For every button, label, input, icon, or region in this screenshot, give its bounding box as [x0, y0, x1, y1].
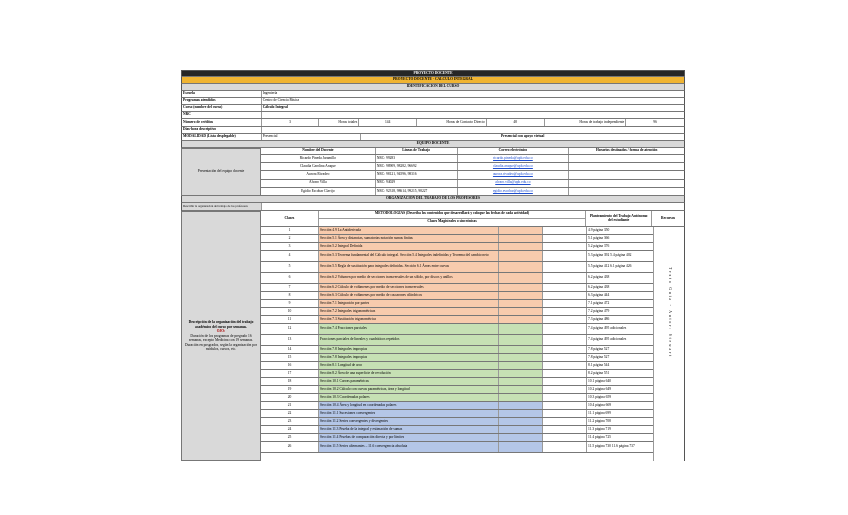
- class-topic[interactable]: Sección 5.2 Integral Definida: [319, 243, 499, 250]
- class-row: [261, 418, 653, 426]
- class-extra[interactable]: [499, 362, 543, 369]
- class-date[interactable]: [543, 410, 587, 417]
- team-member-lines: NRC: 94029: [376, 180, 458, 187]
- classes-header: Clases: [261, 211, 319, 226]
- class-date[interactable]: [543, 235, 587, 242]
- class-autonomous-work[interactable]: 11.5 página 730 11.6 página 737: [588, 444, 635, 449]
- identification-row: [181, 112, 685, 119]
- class-row: [261, 386, 653, 394]
- modality-label: MODALIDAD (Lista desplegable): [182, 134, 262, 140]
- spreadsheet: [181, 70, 685, 461]
- identification-value[interactable]: Centro de Ciencia Básica: [262, 98, 300, 103]
- team-member-row: [261, 155, 685, 163]
- team-member-row: [261, 171, 685, 179]
- class-topic[interactable]: Sección 7.4 Fracciones parciales: [319, 324, 499, 334]
- team-side-label: Presentación del equipo docente: [181, 148, 261, 196]
- class-number: 23: [261, 418, 319, 425]
- modality-row: [181, 134, 685, 141]
- class-row: [261, 378, 653, 386]
- class-extra[interactable]: [499, 251, 543, 261]
- class-extra[interactable]: [499, 370, 543, 377]
- class-autonomous-work[interactable]: 8.1 página 544: [588, 362, 610, 367]
- class-number: 17: [261, 370, 319, 377]
- class-autonomous-work[interactable]: 7.8 página 527: [588, 354, 610, 359]
- team-member-lines: NRC: 99283: [376, 155, 458, 162]
- team-member-email[interactable]: claudia.araque@upb.edu.co: [458, 163, 570, 170]
- class-extra[interactable]: [499, 335, 543, 345]
- team-header-schedule: Horarios destinados / forma de atención: [595, 148, 658, 153]
- class-extra[interactable]: [499, 308, 543, 315]
- identification-row: [181, 91, 685, 98]
- class-date[interactable]: [543, 378, 587, 385]
- class-number: 22: [261, 410, 319, 417]
- class-autonomous-work[interactable]: 5.3 página 392 5.4 página 402: [588, 253, 632, 258]
- class-topic[interactable]: Sección 10.2 Cálculo con curvas paramétricas, área y longitud: [319, 386, 499, 393]
- org-section-row: [181, 196, 685, 203]
- class-autonomous-work[interactable]: 6.2 página 438: [588, 284, 610, 289]
- class-topic[interactable]: Sección 11.4 Pruebas de comparación directa y por límites: [319, 434, 499, 441]
- team-member-lines: NRC: 98909, 98282, 96692: [376, 163, 458, 170]
- class-topic[interactable]: Sección 5.5 Regla de sustitución para integrales definidas. Sección 6.1 Áreas entre curvas: [319, 262, 499, 272]
- team-member-email[interactable]: ricardo.pineda@upb.edu.co: [458, 155, 570, 162]
- team-member-schedule[interactable]: [569, 163, 684, 170]
- class-row: [261, 251, 653, 262]
- class-number: 1: [261, 227, 319, 234]
- class-topic[interactable]: Sección 4.9 La Antiderivada: [319, 227, 499, 234]
- class-date[interactable]: [543, 370, 587, 377]
- team-member-lines: NRC: 92318, 98614, 99215, 98227: [376, 188, 458, 195]
- class-row: [261, 370, 653, 378]
- class-extra[interactable]: [499, 442, 543, 452]
- credits-value[interactable]: 3: [262, 119, 320, 126]
- methodology-header-row: [261, 211, 685, 227]
- section-identification: IDENTIFICACIÓN DEL CURSO: [182, 84, 684, 90]
- class-date[interactable]: [543, 434, 587, 441]
- class-autonomous-work[interactable]: 4.9 página 350: [588, 227, 610, 232]
- class-number: 19: [261, 386, 319, 393]
- class-autonomous-work[interactable]: 7.4 página 495 adicionales: [588, 326, 627, 331]
- class-date[interactable]: [543, 243, 587, 250]
- class-topic[interactable]: Sección 8.1 Longitud de arco: [319, 362, 499, 369]
- class-date[interactable]: [543, 426, 587, 433]
- section-organization: ORGANIZACIÓN DEL TRABAJO DE LOS PROFESORES: [182, 196, 684, 202]
- class-date[interactable]: [543, 292, 587, 299]
- class-autonomous-work[interactable]: 5.1 página 366: [588, 235, 610, 240]
- class-number: 18: [261, 378, 319, 385]
- class-topic[interactable]: Sección 8.2 Área de una superficie de revolución: [319, 370, 499, 377]
- class-topic[interactable]: Sección 6.2 Cálculo de volúmenes por medio de secciones transversales: [319, 284, 499, 291]
- team-header-row: [261, 148, 685, 155]
- class-extra[interactable]: [499, 300, 543, 307]
- class-autonomous-work[interactable]: 5.5 página 412 6.1 página 426: [588, 264, 632, 269]
- class-topic[interactable]: Sección 10.4 Área y longitud en coordenadas polares: [319, 402, 499, 409]
- class-autonomous-work[interactable]: 10.2 página 649: [588, 386, 612, 391]
- class-number: 15: [261, 354, 319, 361]
- class-extra[interactable]: [499, 316, 543, 323]
- class-extra[interactable]: [499, 292, 543, 299]
- class-extra[interactable]: [499, 346, 543, 353]
- class-extra[interactable]: [499, 426, 543, 433]
- team-member-schedule[interactable]: [569, 155, 684, 162]
- class-topic[interactable]: Sección 7.3 Sustitución trigonométrica: [319, 316, 499, 323]
- team-member-schedule[interactable]: [569, 188, 684, 195]
- class-autonomous-work[interactable]: 7.2 página 479: [588, 308, 610, 313]
- class-row: [261, 442, 653, 453]
- team-member-name: Claudia Carolina Araque: [261, 163, 376, 170]
- team-member-lines: NRC: 98121, 94596, 98316: [376, 171, 458, 178]
- team-member-row: [261, 163, 685, 171]
- class-extra[interactable]: [499, 434, 543, 441]
- class-row: [261, 410, 653, 418]
- class-number: 5: [261, 262, 319, 272]
- class-topic[interactable]: Sección 7.1 Integración por partes: [319, 300, 499, 307]
- class-extra[interactable]: [499, 378, 543, 385]
- org-note-value[interactable]: [262, 203, 684, 210]
- classes-sub-header: Clases Magistrales o sincrónicas: [427, 219, 477, 224]
- class-row: [261, 346, 653, 354]
- schedule-row: [181, 127, 685, 134]
- doc-subtitle: PROYECTO DOCENTE - CÁLCULO INTEGRAL: [182, 77, 684, 83]
- class-row: [261, 434, 653, 442]
- class-topic[interactable]: Fracciones parciales de lineales y cuadráticos repetidos: [319, 335, 499, 345]
- total-hours-value[interactable]: 144: [359, 119, 417, 126]
- class-number: 14: [261, 346, 319, 353]
- class-extra[interactable]: [499, 410, 543, 417]
- team-member-email[interactable]: alvaro.villa@upb.edu.co: [458, 180, 570, 187]
- class-row: [261, 284, 653, 292]
- class-extra[interactable]: [499, 262, 543, 272]
- class-topic[interactable]: Sección 11.1 Sucesiones convergentes: [319, 410, 499, 417]
- team-header-name: Nombre del Docente: [261, 148, 376, 154]
- schedule-value[interactable]: [262, 127, 684, 133]
- team-member-row: [261, 188, 685, 196]
- class-row: [261, 292, 653, 300]
- class-date[interactable]: [543, 284, 587, 291]
- class-autonomous-work[interactable]: 5.2 página 376: [588, 243, 610, 248]
- team-header-email: Correo electrónico: [458, 148, 570, 154]
- identification-value[interactable]: Ingeniería: [262, 91, 278, 96]
- class-topic[interactable]: Sección 10.1 Curvas paramétricas: [319, 378, 499, 385]
- class-number: 21: [261, 402, 319, 409]
- class-number: 10: [261, 308, 319, 315]
- class-topic[interactable]: Sección 7.8 Integrales impropias: [319, 346, 499, 353]
- identification-row: [181, 98, 685, 105]
- class-date[interactable]: [543, 386, 587, 393]
- doc-title: PROYECTO DOCENTE: [182, 71, 684, 76]
- resources-header: Recursos: [661, 215, 676, 220]
- class-extra[interactable]: [499, 227, 543, 234]
- class-number: 24: [261, 426, 319, 433]
- class-number: 3: [261, 243, 319, 250]
- class-autonomous-work[interactable]: 7.1 página 472: [588, 300, 610, 305]
- methodology-title: METODOLOGÍAS (Describa los contenidos que desarrollará y coloque las fechas de cada actividad): [319, 211, 585, 219]
- class-number: 6: [261, 273, 319, 283]
- class-row: [261, 243, 653, 251]
- class-number: 4: [261, 251, 319, 261]
- class-date[interactable]: [543, 402, 587, 409]
- schedule-label: Días-hora descriptivo: [182, 127, 262, 133]
- class-extra[interactable]: [499, 402, 543, 409]
- class-autonomous-work[interactable]: 7.3 página 486: [588, 316, 610, 321]
- class-number: 16: [261, 362, 319, 369]
- identification-label: Programas atendidos: [182, 98, 262, 104]
- methodology-block: [181, 211, 685, 461]
- class-date[interactable]: [543, 324, 587, 334]
- autonomous-header: Planteamiento del Trabajo Autónomo del estudiante: [586, 211, 652, 226]
- class-row: [261, 273, 653, 284]
- team-member-schedule[interactable]: [569, 171, 684, 178]
- class-extra[interactable]: [499, 394, 543, 401]
- class-row: [261, 426, 653, 434]
- class-number: 9: [261, 300, 319, 307]
- team-header-lines: Líneas de Trabajo: [376, 148, 458, 154]
- class-number: 20: [261, 394, 319, 401]
- class-autonomous-work[interactable]: 7.4 página 495 adicionales: [588, 337, 627, 342]
- class-topic[interactable]: Sección 11.5 Series alternantes – 11.6 convergencia absoluta: [319, 442, 499, 452]
- modality-note: Presencial con apoyo virtual: [500, 134, 545, 139]
- class-date[interactable]: [543, 362, 587, 369]
- class-number: 7: [261, 284, 319, 291]
- class-autonomous-work[interactable]: 6.3 página 444: [588, 292, 610, 297]
- class-topic[interactable]: Sección 7.8 Integrales impropias: [319, 354, 499, 361]
- section-team: EQUIPO DOCENTE: [182, 141, 684, 147]
- team-member-schedule[interactable]: [569, 180, 684, 187]
- class-row: [261, 324, 653, 335]
- direct-hours-label: Horas de Contacto Directo: [417, 119, 487, 126]
- class-extra[interactable]: [499, 284, 543, 291]
- section-row: [181, 84, 685, 91]
- class-date[interactable]: [543, 300, 587, 307]
- class-date[interactable]: [543, 346, 587, 353]
- team-member-row: [261, 180, 685, 188]
- identification-label: NRC: [182, 112, 262, 118]
- identification-label: Curso (nombre del curso): [182, 105, 262, 111]
- team-member-name: Aurora Rivadeo: [261, 171, 376, 178]
- class-extra[interactable]: [499, 324, 543, 334]
- resources-cell: [653, 227, 685, 461]
- org-side-description: Descripción de la organización del trabajo académico del curso por semanas. OJO: Duración de los programas de pregrado 16 semanas, excepto Medicina con 19 semanas. Duración en posgrados, según la organización por módulos, cursos, etc.: [181, 211, 261, 461]
- team-section-row: [181, 141, 685, 148]
- class-extra[interactable]: [499, 243, 543, 250]
- org-note: Describir la organización del trabajo de los profesores: [182, 203, 262, 210]
- class-autonomous-work[interactable]: 10.3 página 659: [588, 394, 612, 399]
- team-block: [181, 148, 685, 196]
- subtitle-row: [181, 77, 685, 84]
- modality-value[interactable]: Presencial: [262, 134, 362, 140]
- direct-hours-value[interactable]: 48: [487, 119, 545, 126]
- class-row: [261, 335, 653, 346]
- class-extra[interactable]: [499, 386, 543, 393]
- class-autonomous-work[interactable]: 11.4 página 725: [588, 434, 611, 439]
- class-autonomous-work[interactable]: 11.2 página 708: [588, 418, 611, 423]
- class-topic[interactable]: Sección 5.3 Teorema fundamental del Cálculo integral. Sección 5.4 Integrales indefinidas y Teorema del cambio neto: [319, 251, 499, 261]
- class-number: 12: [261, 324, 319, 334]
- class-extra[interactable]: [499, 418, 543, 425]
- class-extra[interactable]: [499, 273, 543, 283]
- class-row: [261, 316, 653, 324]
- team-member-name: Álvaro Villa: [261, 180, 376, 187]
- class-date[interactable]: [543, 308, 587, 315]
- class-row: [261, 362, 653, 370]
- class-number: 26: [261, 442, 319, 452]
- class-topic[interactable]: Sección 7.2 Integrales trigonométricas: [319, 308, 499, 315]
- class-extra[interactable]: [499, 354, 543, 361]
- class-date[interactable]: [543, 394, 587, 401]
- team-member-name: Egidio Escobar Clavijo: [261, 188, 376, 195]
- identification-value[interactable]: [262, 112, 684, 118]
- total-hours-label: Horas totales: [319, 119, 359, 126]
- class-number: 13: [261, 335, 319, 345]
- org-note-row: [181, 203, 685, 211]
- class-row: [261, 227, 653, 235]
- credits-label: Número de créditos: [182, 119, 262, 126]
- class-autonomous-work[interactable]: 11.3 página 719: [588, 426, 611, 431]
- title-row: [181, 70, 685, 77]
- class-topic[interactable]: Sección 10.3 Coordenadas polares: [319, 394, 499, 401]
- class-autonomous-work[interactable]: 6.2 página 438: [588, 275, 610, 280]
- class-row: [261, 354, 653, 362]
- class-autonomous-work[interactable]: 10.4 página 669: [588, 402, 612, 407]
- identification-value[interactable]: Cálculo Integral: [262, 105, 288, 110]
- class-number: 25: [261, 434, 319, 441]
- class-date[interactable]: [543, 418, 587, 425]
- class-number: 2: [261, 235, 319, 242]
- team-member-name: Ricardo Pineda Jaramillo: [261, 155, 376, 162]
- class-date[interactable]: [543, 354, 587, 361]
- class-date[interactable]: [543, 316, 587, 323]
- class-topic[interactable]: Sección 5.1 Área y distancias, sumatorias notación sumas finitas: [319, 235, 499, 242]
- credits-row: [181, 119, 685, 127]
- class-row: [261, 235, 653, 243]
- class-autonomous-work[interactable]: 8.2 página 551: [588, 370, 610, 375]
- class-topic[interactable]: Sección 11.3 Prueba de la integral y estimación de sumas: [319, 426, 499, 433]
- independent-hours-label: Horas de trabajo independiente: [545, 119, 627, 126]
- class-topic[interactable]: Sección 6.3 Cálculo de volúmenes por medio de cascarones cilíndricos: [319, 292, 499, 299]
- identification-label: Escuela: [182, 91, 262, 97]
- class-topic[interactable]: Sección 11.2 Series convergentes y divergentes: [319, 418, 499, 425]
- class-number: 11: [261, 316, 319, 323]
- class-date[interactable]: [543, 442, 587, 452]
- class-date[interactable]: [543, 273, 587, 283]
- class-date[interactable]: [543, 262, 587, 272]
- resources-text: Texto Guía - Autor: Stewart: [667, 267, 672, 358]
- class-date[interactable]: [543, 335, 587, 345]
- team-member-email[interactable]: egidio.escobar@upb.edu.co: [458, 188, 570, 195]
- class-autonomous-work[interactable]: 10.1 página 640: [588, 378, 612, 383]
- independent-hours-value[interactable]: 96: [653, 119, 657, 124]
- class-row: [261, 300, 653, 308]
- class-topic[interactable]: Sección 6.2 Volumen por medio de secciones transversales de un sólido, por discos y anillos: [319, 273, 499, 283]
- class-date[interactable]: [543, 227, 587, 234]
- class-extra[interactable]: [499, 235, 543, 242]
- identification-row: [181, 105, 685, 112]
- class-autonomous-work[interactable]: 7.8 página 527: [588, 346, 610, 351]
- class-date[interactable]: [543, 251, 587, 261]
- class-row: [261, 262, 653, 273]
- class-row: [261, 402, 653, 410]
- class-row: [261, 394, 653, 402]
- class-row: [261, 308, 653, 316]
- class-number: 8: [261, 292, 319, 299]
- team-member-email[interactable]: aurora.rivadeo@upb.edu.co: [458, 171, 570, 178]
- class-autonomous-work[interactable]: 11.1 página 699: [588, 410, 611, 415]
